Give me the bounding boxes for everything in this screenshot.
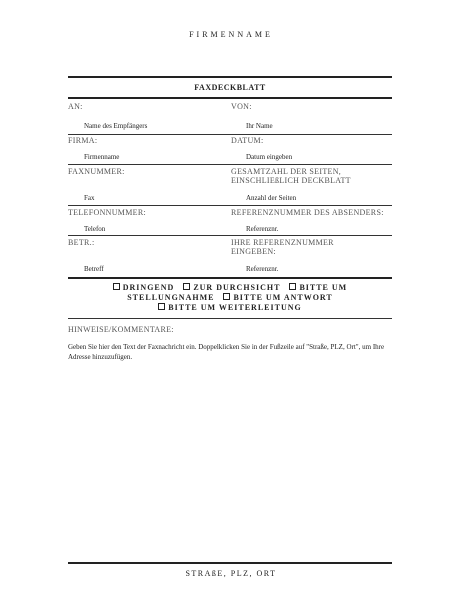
pages-label-line1: GESAMTZAHL DER SEITEN, [231, 167, 342, 176]
checkbox-square-icon[interactable] [289, 283, 296, 290]
checkbox-block [68, 283, 392, 313]
checkbox-review[interactable] [183, 283, 280, 292]
company-name[interactable]: FIRMENNAME [189, 30, 273, 39]
checkbox-reply[interactable] [223, 293, 332, 302]
checkbox-reply-label: BITTE UM ANTWORT [233, 293, 333, 302]
checkbox-square-icon[interactable] [113, 283, 120, 290]
date-value[interactable]: Datum eingeben [246, 153, 293, 161]
pages-value[interactable]: Anzahl der Seiten [246, 194, 297, 202]
sender-ref-value[interactable]: Referenznr. [246, 225, 279, 233]
checkbox-square-icon[interactable] [183, 283, 190, 290]
row-fax-pages [68, 165, 392, 205]
to-value[interactable]: Name des Empfängers [84, 122, 148, 130]
title-top-rule [68, 76, 392, 78]
pages-label-line2: EINSCHLIEßLICH DECKBLATT [231, 176, 351, 185]
title-bottom-rule [68, 97, 392, 99]
checkbox-square-icon[interactable] [158, 303, 165, 310]
subject-label: BETR.: [68, 238, 95, 247]
phone-value[interactable]: Telefon [84, 225, 106, 233]
row-company-date [68, 135, 392, 164]
your-ref-label-line1: IHRE REFERENZNUMMER [231, 238, 334, 247]
fax-value[interactable]: Fax [84, 194, 95, 202]
fax-title: FAXDECKBLATT [194, 83, 266, 92]
row-subject-yourref [68, 236, 392, 277]
row-to-from [68, 101, 392, 134]
notes-text[interactable]: Geben Sie hier den Text der Faxnachricht ein. Doppelklicken Sie in der Fußzeile auf "Straße, PLZ, Ort", um Ihre Adresse hinzuzufügen. [68, 343, 385, 361]
footer-rule [68, 562, 392, 564]
checkbox-urgent-label: DRINGEND [122, 283, 175, 292]
checkbox-square-icon[interactable] [223, 293, 230, 300]
checkbox-comment-label: BITTE UM STELLUNGNAHME [127, 283, 348, 302]
checkbox-top-rule [68, 277, 392, 279]
your-ref-value[interactable]: Referenznr. [246, 265, 279, 273]
company-label: FIRMA: [68, 136, 98, 145]
to-label: AN: [68, 102, 83, 111]
phone-label: TELEFONNUMMER: [68, 208, 146, 217]
fax-label: FAXNUMMER: [68, 167, 125, 176]
checkbox-bottom-rule [68, 318, 392, 319]
from-label: VON: [231, 102, 252, 111]
your-ref-label-line2: EINGEBEN: [231, 247, 276, 256]
checkbox-review-label: ZUR DURCHSICHT [193, 283, 281, 292]
checkbox-recycle[interactable] [158, 303, 301, 312]
row-phone-ref [68, 206, 392, 235]
company-value[interactable]: Firmenname [84, 153, 120, 161]
notes-label: HINWEISE/KOMMENTARE: [68, 325, 174, 334]
sender-ref-label: REFERENZNUMMER DES ABSENDERS: [231, 208, 384, 217]
checkbox-urgent[interactable] [113, 283, 175, 292]
checkbox-recycle-label: BITTE UM WEITERLEITUNG [168, 303, 302, 312]
date-label: DATUM: [231, 136, 264, 145]
from-value[interactable]: Ihr Name [246, 122, 273, 130]
subject-value[interactable]: Betreff [84, 265, 104, 273]
footer-address[interactable]: STRAßE, PLZ, ORT [185, 569, 277, 578]
